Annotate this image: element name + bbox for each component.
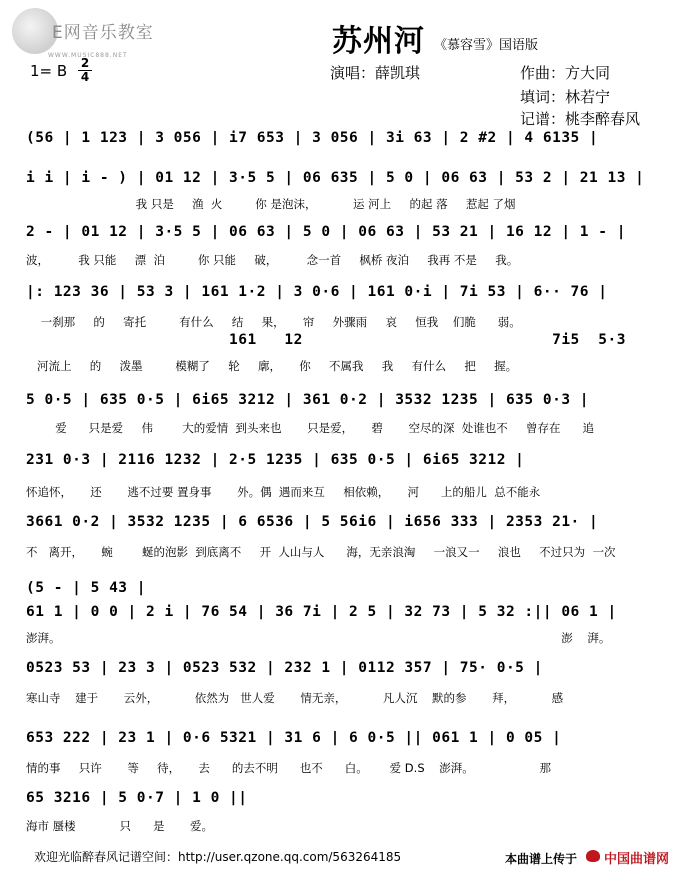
score-lyric-line: 海市 蜃楼 只 是 爱。 [26, 819, 214, 833]
score-music-line: 3661 0·2 | 3532 1235 | 6 6536 | 5 56i6 | i656 333 | 2353 21· | [26, 514, 599, 530]
logo-brand: E网音乐教室 [52, 23, 154, 43]
score-music-line: 653 222 | 23 1 | 0·6 5321 | 31 6 | 6 0·5 || 061 1 | 0 05 | [26, 730, 562, 746]
score-lyric-line: 怀追怀， 还 逃不过要 置身事 外。偶 遇而来互 相依赖， 河 上的船儿 总不能永 [26, 485, 541, 499]
score-music-line: (56 | 1 123 | 3 056 | i7 653 | 3 056 | 3i 63 | 2 #2 | 4 6135 | [26, 130, 599, 146]
score-music-line: 2 - | 01 12 | 3·5 5 | 06 63 | 5 0 | 06 63 | 53 21 | 16 12 | 1 - | [26, 224, 626, 240]
song-title: 苏州河 [332, 24, 425, 59]
brand-logo-icon [586, 850, 600, 862]
logo-site: WWW.MUSIC888.NET [48, 52, 128, 59]
score-lyric-line: 情的事 只许 等 待， 去 的去不明 也不 白。 爱 D.S 澎湃。 那 [26, 761, 552, 775]
score-lyric-line: 河流上 的 泼墨 模糊了 轮 廓， 你 不属我 我 有什么 把 握。 [26, 359, 518, 373]
score-lyric-line: 一刹那 的 寄托 有什么 结 果， 帘 外骤雨 哀 恒我 们脆 弱。 [26, 315, 521, 329]
score-music-line: |: 123 36 | 53 3 | 161 1·2 | 3 0·6 | 161 0·i | 7i 53 | 6·· 76 | [26, 284, 608, 300]
composer-credit: 作曲：方大同 [520, 64, 611, 82]
score-music-line: 61 1 | 0 0 | 2 i | 76 54 | 36 7i | 2 5 | 32 73 | 5 32 :|| 06 1 | [26, 604, 617, 620]
time-signature [78, 58, 92, 83]
time-top: 2 [80, 56, 90, 70]
key-signature: 1= B [30, 62, 68, 80]
score-lyric-line: 寒山寺 建于 云外， 依然为 世人爱 情无亲， 凡人沉 默的参 拜， 感 [26, 691, 564, 705]
score-lyric-line: 爱 只是爱 伟 大的爱情 到头来也 只是爱， 碧 空尽的深 处谁也不 曾存在 追 [26, 421, 594, 435]
footer-visit-text: 欢迎光临醉春风记谱空间：http://user.qzone.qq.com/563264185 [34, 850, 402, 864]
footer-brand: 中国曲谱网 [604, 852, 670, 867]
score-music-line: 5 0·5 | 635 0·5 | 6i65 3212 | 361 0·2 | 3532 1235 | 635 0·3 | [26, 392, 590, 408]
time-bottom: 4 [80, 70, 90, 84]
score-music-line: 231 0·3 | 2116 1232 | 2·5 1235 | 635 0·5 | 6i65 3212 | [26, 452, 525, 468]
footer-upload-text: 本曲谱上传于 [505, 852, 578, 866]
score-lyric-line: 我 只是 渔 火 你 是泡沫， 运 河上 的起 落 惹起 了烟 [26, 197, 516, 211]
score-music-line: 65 3216 | 5 0·7 | 1 0 || [26, 790, 248, 806]
lyricist-credit: 填词：林若宁 [520, 88, 611, 106]
score-music-line: i i | i - ) | 01 12 | 3·5 5 | 06 635 | 5 0 | 06 63 | 53 2 | 21 13 | [26, 170, 645, 186]
score-music-line: 161 12 7i5 5·3 [26, 332, 626, 348]
score-lyric-line: 澎湃。 澎 湃。 [26, 631, 611, 645]
score-lyric-line: 波， 我 只能 漂 泊 你 只能 破， 念一首 枫桥 夜泊 我再 不是 我。 [26, 253, 519, 267]
site-logo [6, 8, 181, 64]
score-music-line: 0523 53 | 23 3 | 0523 532 | 232 1 | 0112 357 | 75· 0·5 | [26, 660, 543, 676]
singer-credit: 演唱：薛凯琪 [330, 64, 421, 82]
song-subtitle: 《慕容雪》国语版 [434, 38, 539, 53]
score-lyric-line: 不 离开， 蜿 蜒的泡影 到底离不 开 人山与人 海，无亲浪淘 一浪又一 浪也 不过只为 一次 [26, 545, 616, 559]
transcriber-credit: 记谱：桃李醉春风 [520, 110, 641, 128]
score-music-line: (5 - | 5 43 | [26, 580, 146, 596]
